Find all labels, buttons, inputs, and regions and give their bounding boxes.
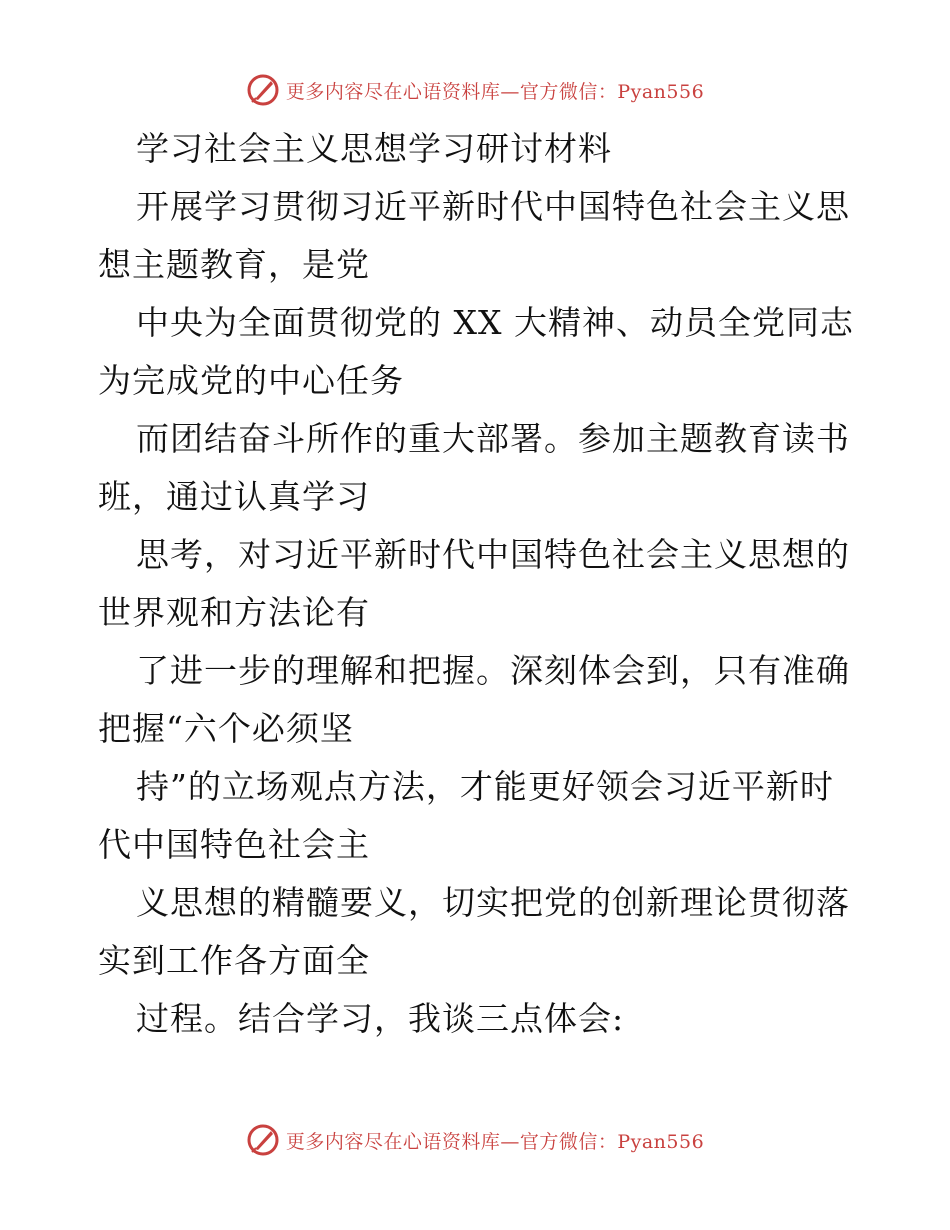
doc-line-15: 实到工作各方面全 (98, 941, 370, 980)
doc-line-2: 开展学习贯彻习近平新时代中国特色社会主义思 (136, 187, 850, 226)
document-body (98, 120, 858, 1048)
watermark-text: 更多内容尽在心语资料库—官方微信：Pyan556 (285, 1130, 705, 1153)
doc-line-13: 代中国特色社会主 (98, 825, 370, 864)
doc-line-11: 把握“六个必须坚 (98, 709, 354, 748)
doc-line-16: 过程。结合学习，我谈三点体会: (136, 999, 625, 1038)
doc-line-6: 而团结奋斗所作的重大部署。参加主题教育读书 (136, 419, 850, 458)
quill-pen-icon (246, 1123, 280, 1157)
watermark-text: 更多内容尽在心语资料库—官方微信：Pyan556 (285, 80, 705, 103)
doc-line-5: 为完成党的中心任务 (98, 361, 404, 400)
doc-line-8: 思考，对习近平新时代中国特色社会主义思想的 (136, 535, 850, 574)
header-watermark (0, 70, 950, 110)
footer-watermark (0, 1120, 950, 1160)
doc-line-9: 世界观和方法论有 (98, 593, 370, 632)
doc-line-7: 班，通过认真学习 (98, 477, 370, 516)
doc-line-1: 学习社会主义思想学习研讨材料 (136, 129, 612, 168)
doc-line-4: 中央为全面贯彻党的 XX 大精神、动员全党同志 (136, 303, 854, 342)
quill-pen-icon (246, 73, 280, 107)
doc-line-14: 义思想的精髓要义，切实把党的创新理论贯彻落 (136, 883, 850, 922)
doc-line-3: 想主题教育，是党 (98, 245, 370, 284)
doc-line-12: 持”的立场观点方法，才能更好领会习近平新时 (136, 767, 834, 806)
doc-line-10: 了进一步的理解和把握。深刻体会到，只有准确 (136, 651, 850, 690)
